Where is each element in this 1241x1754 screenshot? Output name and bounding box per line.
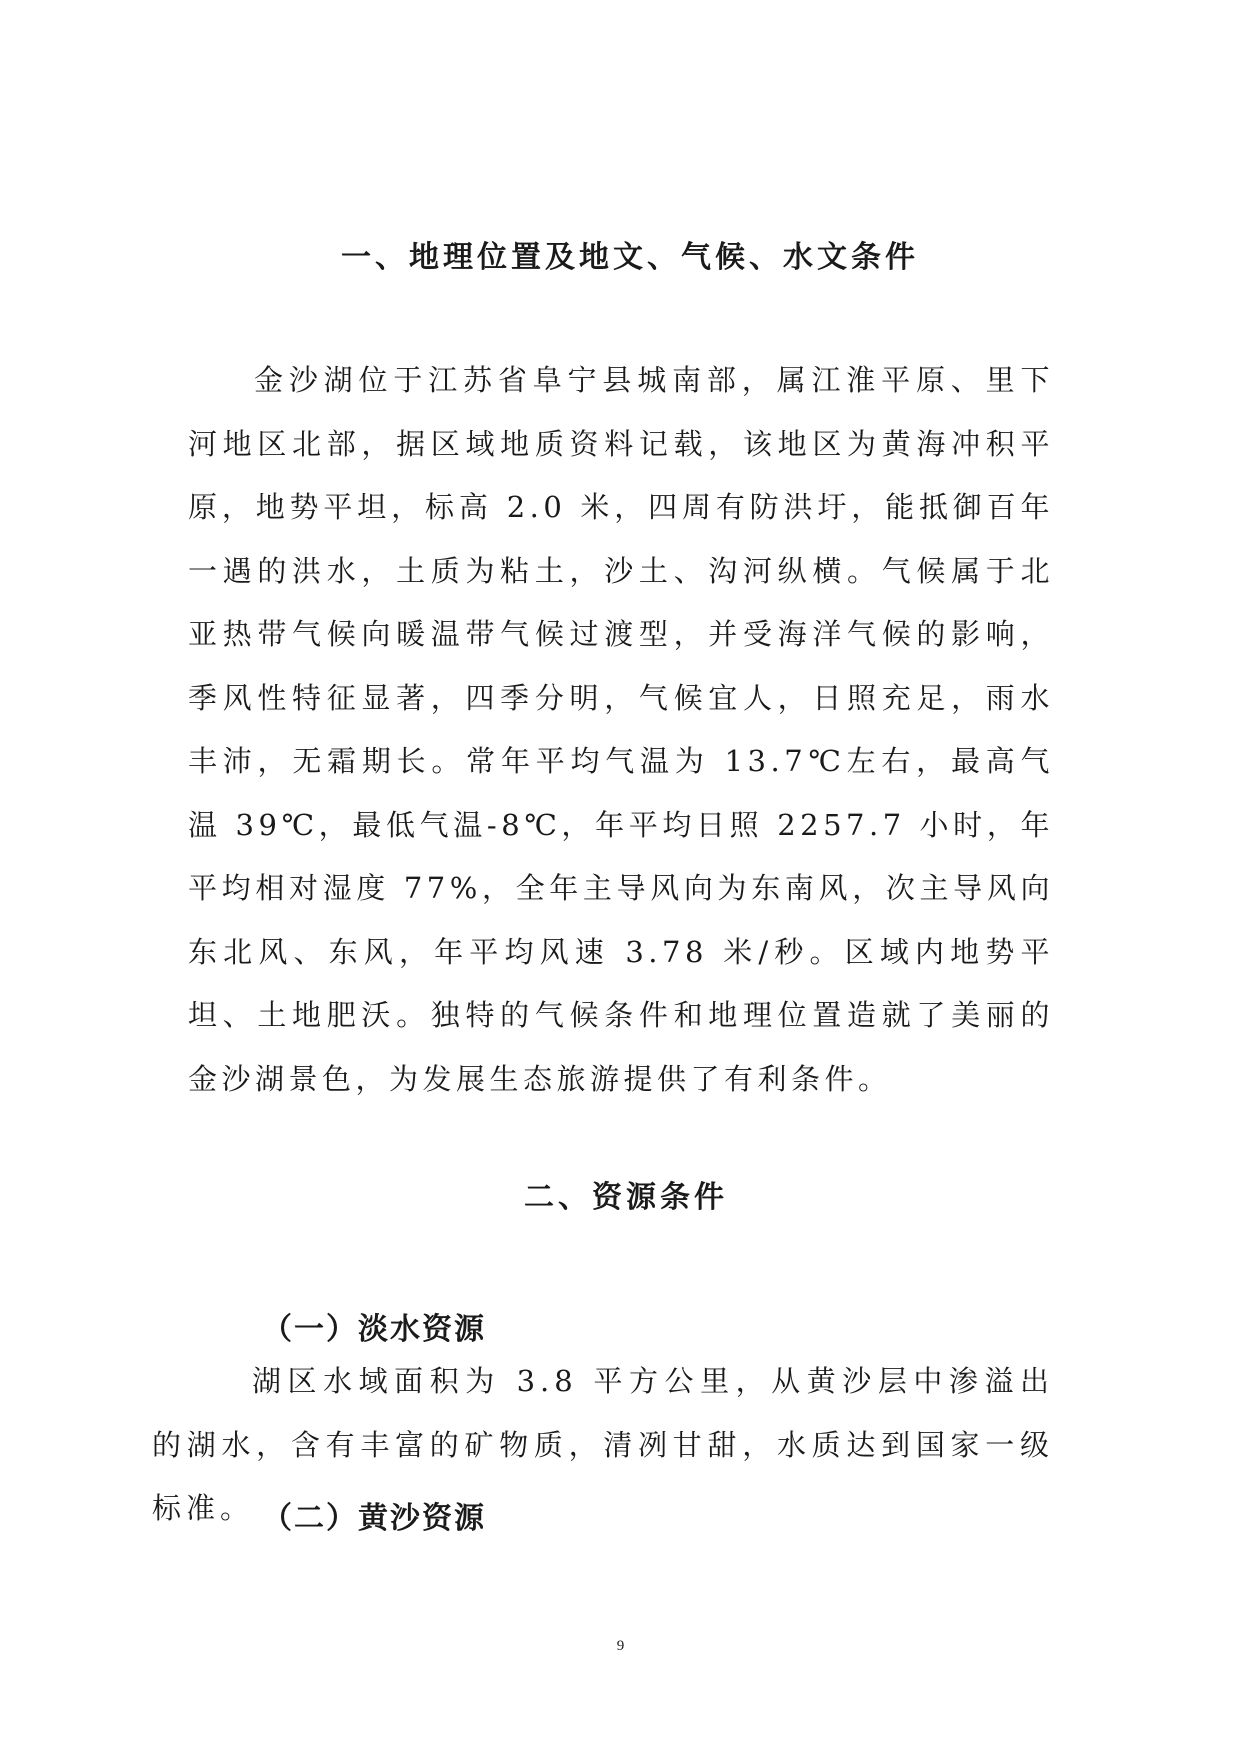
geography-paragraph: 金沙湖位于江苏省阜宁县城南部，属江淮平原、里下河地区北部，据区域地质资料记载，该地区为黄海冲积平原，地势平坦，标高 2.0 米，四周有防洪圩，能抵御百年一遇的洪水，土质为粘土，沙土、沟河纵横。气候属于北亚热带气候向暖温带气候过渡型，并受海洋气候的影响，季风性特征显著，四季分明，气候宜人，日照充足，雨水丰沛，无霜期长。常年平均气温为 13.7℃左右，最高气温 39℃，最低气温-8℃，年平均日照 2257.7 小时，年平均相对湿度 77%，全年主导风向为东南风，次主导风向东北风、东风，年平均风速 3.78 米/秒。区域内地势平坦、土地肥沃。独特的气候条件和地理位置造就了美丽的金沙湖景色，为发展生态旅游提供了有利条件。 [188, 363, 1054, 1096]
section-heading-geography: 一、地理位置及地文、气候、水文条件 [341, 240, 919, 275]
subsection-title-freshwater: （一）淡水资源 [262, 1312, 486, 1347]
page-number: 9 [616, 1638, 625, 1654]
section-heading-resources: 二、资源条件 [524, 1180, 728, 1215]
subsection-title-sand: （二）黄沙资源 [262, 1501, 486, 1536]
freshwater-paragraph: 湖区水域面积为 3.8 平方公里，从黄沙层中渗溢出的湖水，含有丰富的矿物质，清冽甘甜，水质达到国家一级标准。 [152, 1364, 1054, 1525]
